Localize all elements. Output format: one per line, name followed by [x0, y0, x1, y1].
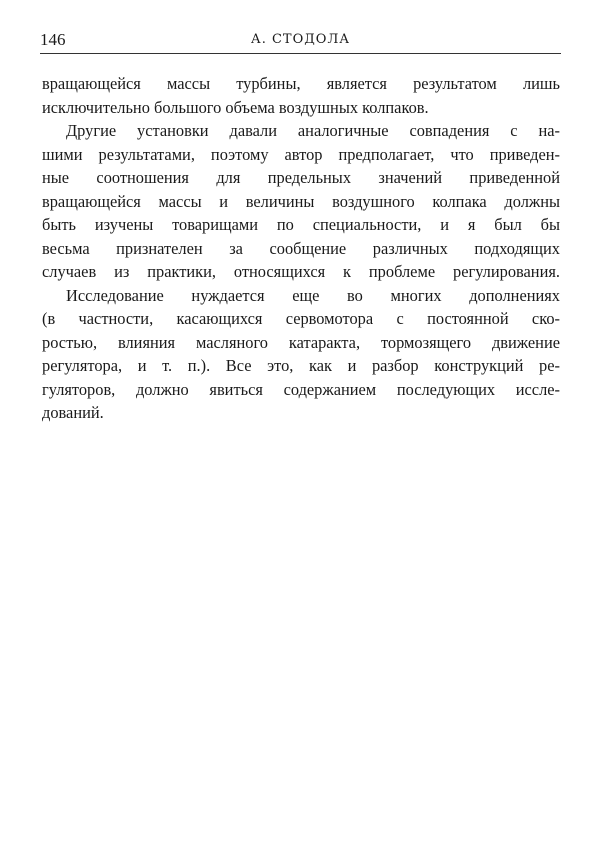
text-line: вращающейся массы и величины воздушного колпака должны: [42, 191, 560, 211]
text-line: вращающейся массы турбины, является результатом лишь: [42, 74, 560, 93]
text-line: шими результатами, поэтому автор предполагает, что приведен-: [42, 144, 560, 164]
body-text: [42, 72, 560, 425]
text-line: весьма признателен за сообщение различных подходящих: [42, 238, 560, 258]
text-line: Исследование нуждается еще во многих дополнениях: [66, 285, 560, 305]
text-line: (в частности, касающихся сервомотора с постоянной ско-: [42, 309, 560, 328]
text-line: быть изучены товарищами по специальности, и я был бы: [42, 215, 560, 234]
text-line: Другие установки давали аналогичные совпадения с на-: [66, 121, 560, 140]
running-title: А. СТОДОЛА: [250, 32, 351, 47]
page-header: [40, 26, 561, 52]
text-line: ростью, влияния масляного катаракта, тормозящего движение: [42, 332, 560, 352]
text-line: дований.: [42, 403, 104, 422]
text-line: регулятора, и т. п.). Все это, как и разбор конструкций ре-: [42, 356, 560, 375]
header-rule: [40, 53, 561, 54]
text-line: ные соотношения для предельных значений приведенной: [42, 168, 560, 187]
text-line: исключительно большого объема воздушных колпаков.: [42, 97, 429, 117]
page-number: 146: [40, 30, 66, 49]
text-line: случаев из практики, относящихся к проблеме регулирования.: [42, 262, 560, 281]
text-line: гуляторов, должно явиться содержанием последующих иссле-: [42, 379, 560, 399]
